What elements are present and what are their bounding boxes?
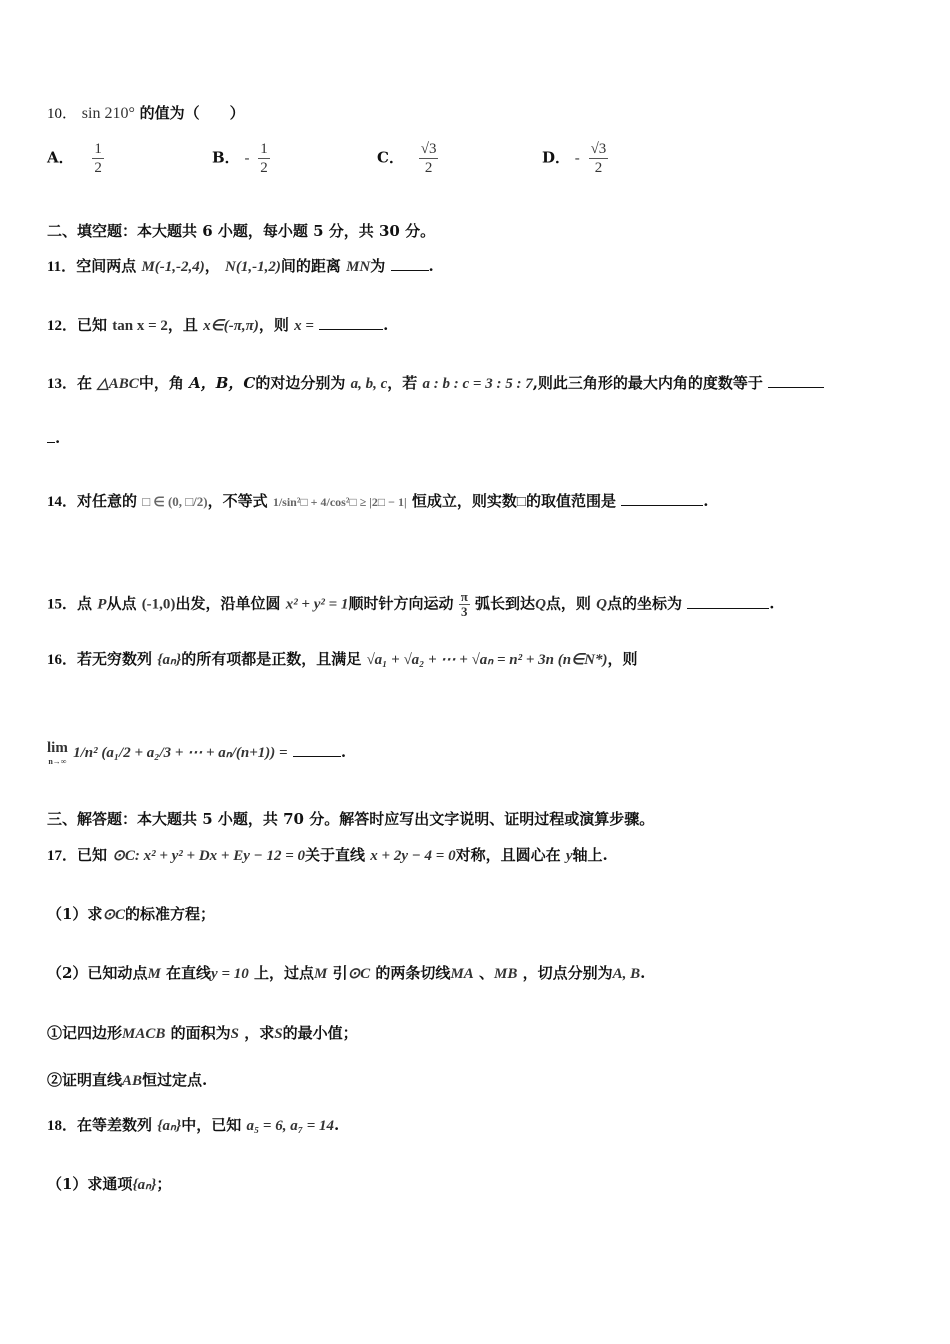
q10-option-c[interactable]: C． $\frac{√3}{2}$	[377, 141, 437, 176]
question-15: 15．点 P从点 (-1,0)出发，沿单位圆 x² + y² = 1顺时针方向运动 $\frac{\pi}{3}$ 弧长到达Q点，则 Q点的坐标为 .	[47, 589, 775, 619]
limit-operator: lim n→∞	[47, 740, 68, 766]
q17-subpart-2: ②证明直线AB恒过定点.	[47, 1071, 208, 1089]
section-3-header: 三、解答题：本大题共 5 小题，共 70 分。解答时应写出文字说明、证明过程或演算步骤。	[47, 810, 655, 828]
answer-blank[interactable]	[319, 315, 383, 330]
q17-part-1: （1）求⊙C的标准方程；	[47, 905, 216, 923]
answer-blank[interactable]	[391, 256, 429, 271]
q10-option-b[interactable]: B． - $\frac{1}{2}$	[212, 141, 268, 176]
q10-option-a[interactable]: A． $\frac{1}{2}$	[47, 141, 102, 176]
q17-subpart-1: ①记四边形MACB 的面积为S ，求S的最小值；	[47, 1024, 358, 1042]
answer-blank[interactable]	[768, 373, 824, 388]
q10-option-b-value: $\frac{1}{2}$	[260, 141, 268, 176]
q10-option-d[interactable]: D． - $\frac{√3}{2}$	[542, 141, 607, 176]
q10-option-d-value: $\frac{√3}{2}$	[590, 141, 607, 176]
q15-arc-fraction: $\frac{\pi}{3}$	[460, 589, 468, 619]
q10-option-c-value: $\frac{√3}{2}$	[420, 141, 437, 176]
answer-blank[interactable]	[687, 594, 769, 609]
q10-expression: sin 210°	[81, 105, 135, 122]
answer-blank[interactable]	[621, 491, 703, 506]
question-17: 17．已知 ⊙C: x² + y² + Dx + Ey − 12 = 0关于直线 x + 2y − 4 = 0对称，且圆心在 y轴上.	[47, 846, 608, 864]
answer-blank-cont[interactable]	[47, 428, 55, 443]
q18-part-1: （1）求通项{aₙ}；	[47, 1175, 172, 1193]
question-16-limit: lim n→∞ 1/n² (a₁/2 + a₂/3 + ⋯ + aₙ/(n+1)) = .	[47, 740, 347, 766]
question-10: 10． sin 210° 的值为（ ）	[47, 104, 245, 122]
q17-part-2: （2）已知动点M 在直线y = 10 上，过点M 引⊙C 的两条切线MA 、MB ，切点分别为A, B.	[47, 964, 646, 982]
q10-option-a-value: $\frac{1}{2}$	[94, 141, 102, 176]
section-2-header: 二、填空题：本大题共 6 小题，每小题 5 分，共 30 分。	[47, 222, 436, 240]
question-13-cont: .	[47, 428, 60, 447]
question-11: 11．空间两点 M(-1,-2,4)， N(1,-1,2)间的距离 MN为 .	[47, 257, 434, 275]
question-14: 14．对任意的 □ ∈ (0, □/2)，不等式 1/sin²□ + 4/cos²□ ≥ |2□ − 1| 恒成立，则实数□的取值范围是 .	[47, 492, 709, 510]
q14-inequality-image: 1/sin²□ + 4/cos²□ ≥ |2□ − 1|	[272, 495, 407, 509]
question-12: 12．已知 tan x = 2，且 x∈(-π,π)，则 x = .	[47, 316, 389, 334]
question-18: 18．在等差数列 {aₙ}中，已知 a₅ = 6, a₇ = 14.	[47, 1116, 340, 1134]
answer-blank[interactable]	[293, 742, 341, 757]
q14-condition-image: □ ∈ (0, □/2)	[142, 494, 208, 509]
question-13: 13．在 △ABC中，角 A，B，C的对边分别为 a, b, c，若 a : b : c = 3 : 5 : 7,则此三角形的最大内角的度数等于	[47, 372, 824, 393]
question-16: 16．若无穷数列 {aₙ}的所有项都是正数，且满足 √a₁ + √a₂ + ⋯ + √aₙ = n² + 3n (n∈N*)，则	[47, 650, 638, 668]
